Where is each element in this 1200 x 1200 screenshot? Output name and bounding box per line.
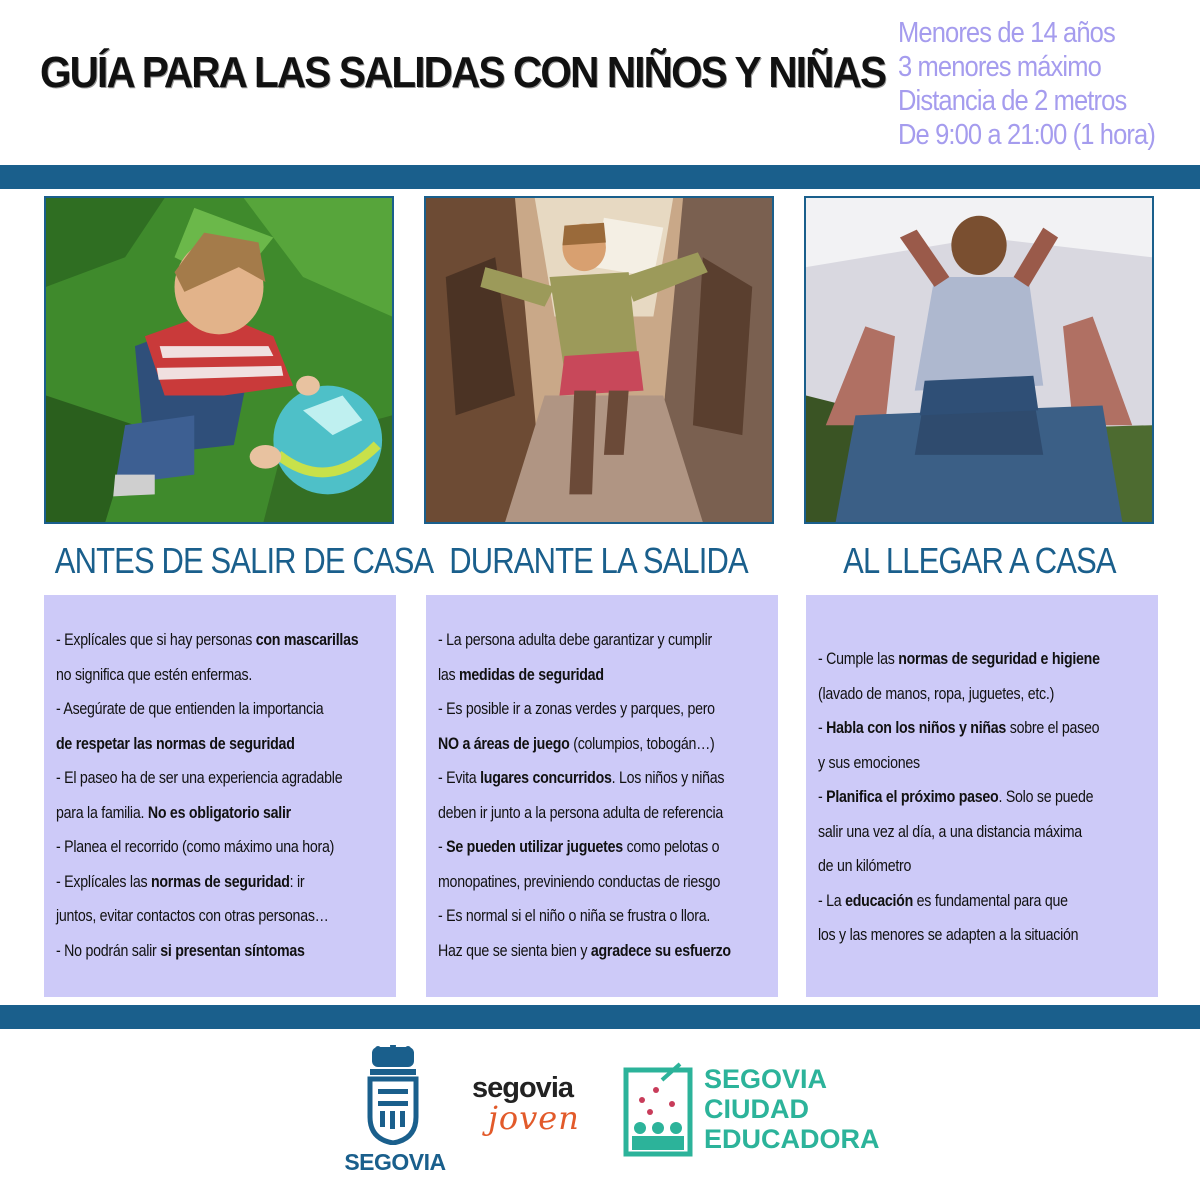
segovia-joven-word1: segovia [472,1072,573,1104]
guideline-line: y sus emociones [818,753,920,772]
guideline-line: - Planea el recorrido (como máximo una hora) [56,838,335,856]
bottom-divider-band [0,1005,1200,1029]
guideline-line: - Cumple las normas de seguridad e higiene [818,650,1100,668]
before-leaving-box [44,595,396,997]
guideline-line: salir una vez al día, a una distancia máxima [818,822,1082,841]
guideline-line: NO a áreas de juego (columpios, tobogán…) [438,734,715,753]
guideline-line: - Asegúrate de que entienden la importancia [56,700,324,718]
guideline-line: los y las menores se adapten a la situación [818,926,1079,944]
guideline-line: - Planifica el próximo paseo. Solo se puede [818,788,1094,806]
guideline-line: - Habla con los niños y niñas sobre el paseo [818,719,1100,737]
guideline-line: - La persona adulta debe garantizar y cumplir [438,631,712,649]
rule-max-minors: 3 menores máximo [898,51,1101,83]
guideline-line: Haz que se sienta bien y agradece su esfuerzo [438,941,731,960]
guideline-line: - Es posible ir a zonas verdes y parques, pero [438,700,715,718]
guideline-line: - Explícales que si hay personas con mascarillas [56,631,359,649]
guideline-line: para la familia. No es obligatorio salir [56,803,291,822]
section-title-after: AL LLEGAR A CASA [842,540,1116,581]
guideline-line: monopatines, previniendo conductas de riesgo [438,872,721,891]
rule-schedule: De 9:00 a 21:00 (1 hora) [898,119,1155,151]
educadora-emblem-icon [622,1060,694,1158]
segovia-logo-label: SEGOVIA [344,1149,446,1175]
rule-age: Menores de 14 años [898,17,1115,49]
guideline-line: deben ir junto a la persona adulta de referencia [438,803,724,822]
child-on-shoulders-photo [804,196,1154,524]
rule-distance: Distancia de 2 metros [898,85,1127,117]
guideline-line: - Se pueden utilizar juguetes como pelotas o [438,838,720,856]
guideline-line: - Es normal si el niño o niña se frustra o llora. [438,907,711,925]
guideline-line: - La educación es fundamental para que [818,891,1068,910]
guideline-line: - Evita lugares concurridos. Los niños y niñas [438,769,725,787]
educadora-line-2: CIUDAD [704,1094,809,1124]
guideline-line: las medidas de seguridad [438,665,604,684]
ciudad-educadora-logo [622,1060,880,1170]
child-with-ball-photo [44,196,394,524]
educadora-line-1: SEGOVIA [704,1064,828,1094]
page-title: GUÍA PARA LAS SALIDAS CON NIÑOS Y NIÑAS [40,48,886,97]
segovia-joven-logo [472,1072,592,1162]
after-returning-box [806,595,1158,997]
segovia-crest-icon [340,1045,450,1145]
guideline-line: - El paseo ha de ser una experiencia agradable [56,769,343,787]
guideline-line: - Explícales las normas de seguridad: ir [56,872,305,891]
section-title-during: DURANTE LA SALIDA [449,540,749,581]
segovia-joven-word2: joven [488,1099,580,1137]
during-walk-box [426,595,778,997]
section-title-before: ANTES DE SALIR DE CASA [54,540,434,581]
guideline-line: juntos, evitar contactos con otras personas… [56,907,329,925]
guideline-line: de respetar las normas de seguridad [56,734,295,753]
guideline-line: (lavado de manos, ropa, juguetes, etc.) [818,684,1055,703]
top-divider-band [0,165,1200,189]
child-running-photo [424,196,774,524]
guideline-line: de un kilómetro [818,857,912,875]
educadora-line-3: EDUCADORA [704,1124,880,1154]
guideline-line: - No podrán salir si presentan síntomas [56,941,305,960]
segovia-city-logo [340,1045,450,1175]
guideline-line: no significa que estén enfermas. [56,665,253,684]
rules-summary [898,16,1188,152]
